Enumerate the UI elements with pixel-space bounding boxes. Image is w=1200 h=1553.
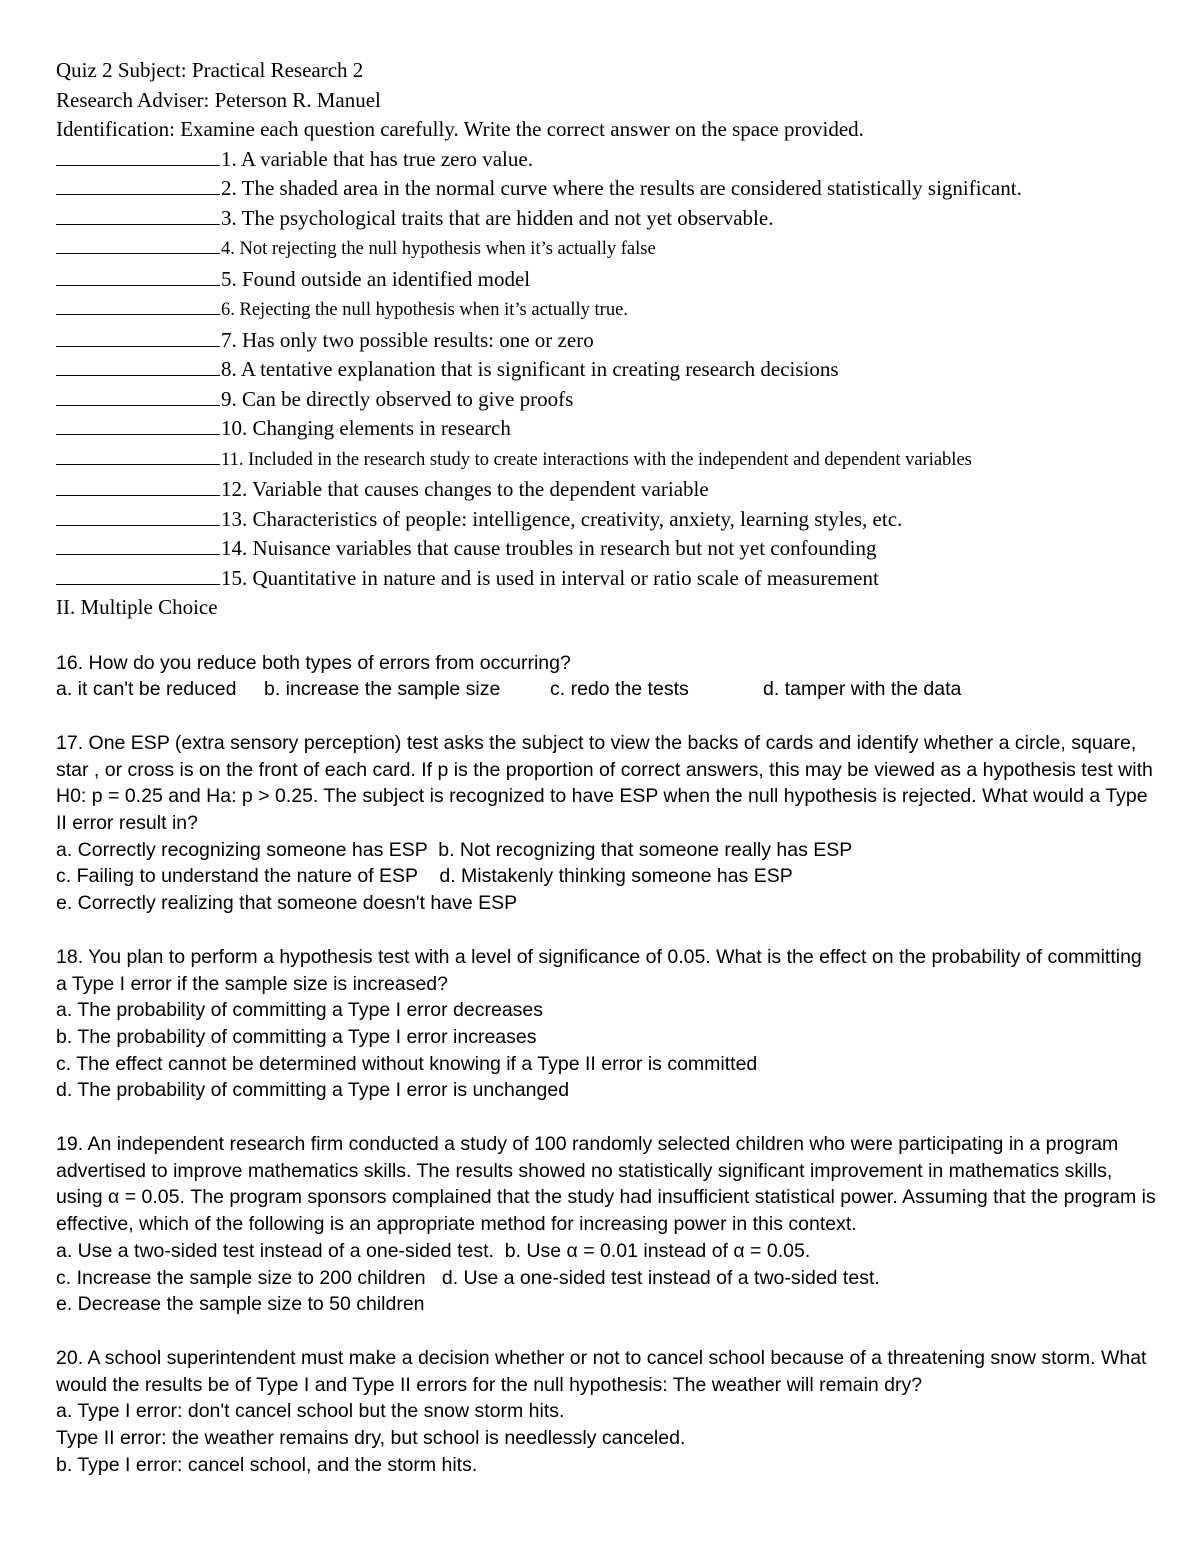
- option-a[interactable]: a. it can't be reduced: [56, 678, 237, 701]
- answer-blank[interactable]: [56, 233, 220, 254]
- identification-instructions: Identification: Examine each question carefully. Write the correct answer on the space provided.: [56, 117, 864, 141]
- answer-blank[interactable]: [56, 174, 220, 195]
- option-b[interactable]: b. increase the sample size: [264, 678, 501, 701]
- answer-options: [56, 676, 1156, 703]
- question-text: 16. How do you reduce both types of errors from occurring?: [56, 651, 571, 674]
- question-text: 17. One ESP (extra sensory perception) test asks the subject to view the backs of cards and identify whether a circle, square, star , or cross is on the front of each card. If p is the proportion of correct answers, this may be viewed as a hypothesis test with H0: p = 0.25 and Ha: p > 0.25. The subject is recognized to have ESP when the null hypothesis is rejected. What would a Type II error result in?: [56, 731, 1153, 835]
- answer-blank[interactable]: [56, 534, 220, 555]
- identification-item: 3. The psychological traits that are hidden and not yet observable.: [56, 204, 1156, 234]
- identification-item: 7. Has only two possible results: one or zero: [56, 326, 1156, 356]
- identification-item: 2. The shaded area in the normal curve where the results are considered statistically significant.: [56, 174, 1156, 204]
- option-e[interactable]: e. Correctly realizing that someone doesn't have ESP: [56, 892, 518, 915]
- question-20: [56, 1345, 1156, 1479]
- answer-blank[interactable]: [56, 385, 220, 406]
- option-a-type2: Type II error: the weather remains dry, but school is needlessly canceled.: [56, 1427, 686, 1450]
- option-e[interactable]: e. Decrease the sample size to 50 children: [56, 1293, 425, 1316]
- identification-item: 11. Included in the research study to create interactions with the independent and dependent variables: [56, 444, 1156, 476]
- option-a[interactable]: a. The probability of committing a Type I error decreases: [56, 999, 544, 1022]
- quiz-title: Quiz 2 Subject: Practical Research 2: [56, 58, 364, 82]
- identification-item: 12. Variable that causes changes to the dependent variable: [56, 475, 1156, 505]
- identification-item: 13. Characteristics of people: intelligence, creativity, anxiety, learning styles, etc.: [56, 505, 1156, 535]
- section-title-multiple-choice: II. Multiple Choice: [56, 595, 218, 619]
- answer-blank[interactable]: [56, 564, 220, 585]
- identification-item: 6. Rejecting the null hypothesis when it’s actually true.: [56, 294, 1156, 326]
- identification-item: 5. Found outside an identified model: [56, 265, 1156, 295]
- answer-blank[interactable]: [56, 475, 220, 496]
- options-a-b[interactable]: a. Correctly recognizing someone has ESP b. Not recognizing that someone really has ESP: [56, 838, 853, 861]
- answer-blank[interactable]: [56, 326, 220, 347]
- answer-blank[interactable]: [56, 414, 220, 435]
- option-d[interactable]: d. The probability of committing a Type I error is unchanged: [56, 1079, 570, 1102]
- quiz-page: [56, 56, 1156, 1478]
- options-a-b[interactable]: a. Use a two-sided test instead of a one-sided test. b. Use α = 0.01 instead of α = 0.05.: [56, 1239, 811, 1262]
- identification-item: 1. A variable that has true zero value.: [56, 145, 1156, 175]
- identification-item: 8. A tentative explanation that is significant in creating research decisions: [56, 355, 1156, 385]
- answer-blank[interactable]: [56, 505, 220, 526]
- identification-list: [56, 145, 1156, 594]
- multiple-choice-section: [56, 623, 1156, 1479]
- option-d[interactable]: d. tamper with the data: [763, 678, 962, 701]
- option-a-type1[interactable]: a. Type I error: don't cancel school but the snow storm hits.: [56, 1400, 565, 1423]
- research-adviser: Research Adviser: Peterson R. Manuel: [56, 87, 381, 112]
- option-b-type1[interactable]: b. Type I error: cancel school, and the storm hits.: [56, 1453, 478, 1476]
- options-c-d[interactable]: c. Increase the sample size to 200 children d. Use a one-sided test instead of a two-sided test.: [56, 1266, 880, 1289]
- question-text: 19. An independent research firm conducted a study of 100 randomly selected children who were participating in a program advertised to improve mathematics skills. The results showed no statistically significant improvement in mathematics skills, using α = 0.05. The program sponsors complained that the study had insufficient statistical power. Assuming that the program is effective, which of the following is an appropriate method for increasing power in this context.: [56, 1133, 1156, 1236]
- answer-blank[interactable]: [56, 265, 220, 286]
- question-16: [56, 650, 1156, 703]
- question-17: [56, 730, 1156, 917]
- identification-item: 15. Quantitative in nature and is used in interval or ratio scale of measurement: [56, 564, 1156, 594]
- answer-blank[interactable]: [56, 204, 220, 225]
- answer-blank[interactable]: [56, 294, 220, 315]
- identification-item: 10. Changing elements in research: [56, 414, 1156, 444]
- answer-blank[interactable]: [56, 355, 220, 376]
- question-18: [56, 944, 1156, 1104]
- option-c[interactable]: c. The effect cannot be determined without knowing if a Type II error is committed: [56, 1052, 758, 1075]
- option-c[interactable]: c. redo the tests: [550, 678, 689, 701]
- question-19: [56, 1131, 1156, 1318]
- option-b[interactable]: b. The probability of committing a Type I error increases: [56, 1025, 537, 1048]
- options-c-d[interactable]: c. Failing to understand the nature of ESP d. Mistakenly thinking someone has ESP: [56, 865, 793, 888]
- identification-item: 9. Can be directly observed to give proofs: [56, 385, 1156, 415]
- question-text: 20. A school superintendent must make a decision whether or not to cancel school because of a threatening snow storm. What would the results be of Type I and Type II errors for the null hypothesis: The weather will remain dry?: [56, 1346, 1147, 1396]
- identification-item: 4. Not rejecting the null hypothesis when it’s actually false: [56, 233, 1156, 265]
- question-text: 18. You plan to perform a hypothesis test with a level of significance of 0.05. What is the effect on the probability of committing a Type I error if the sample size is increased?: [56, 945, 1142, 995]
- answer-blank[interactable]: [56, 444, 220, 465]
- answer-blank[interactable]: [56, 145, 220, 166]
- identification-item: 14. Nuisance variables that cause troubles in research but not yet confounding: [56, 534, 1156, 564]
